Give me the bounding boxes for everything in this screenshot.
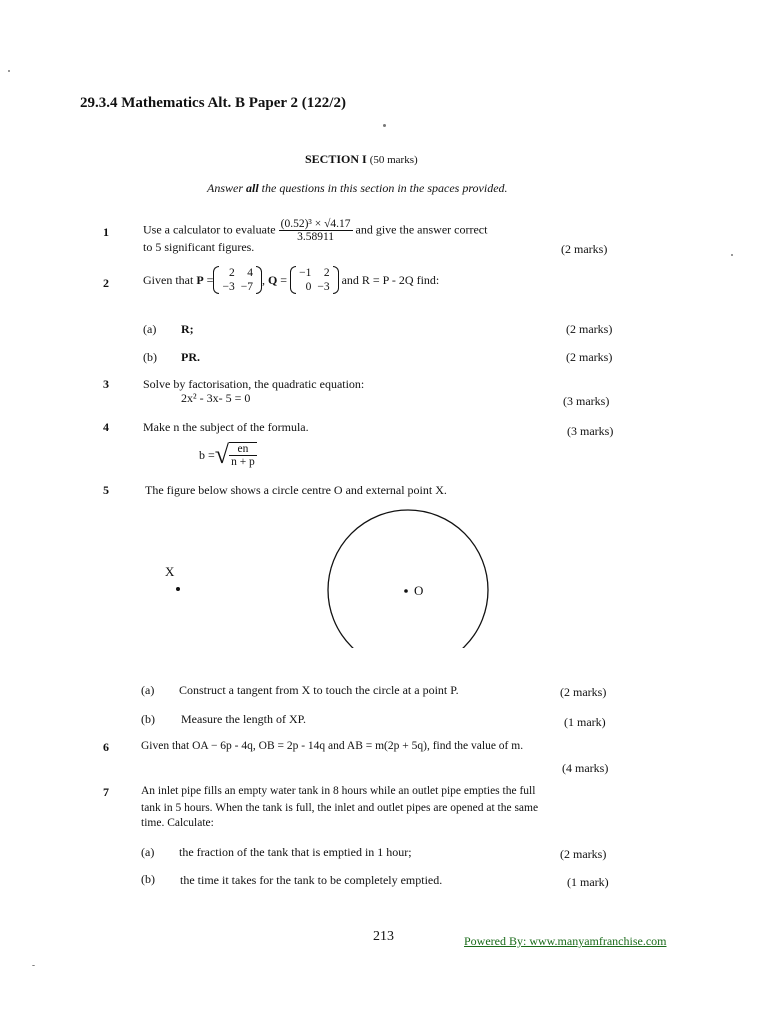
q5a-label: (a) [141, 683, 155, 697]
paper-title: 29.3.4 Mathematics Alt. B Paper 2 (122/2) [80, 95, 346, 111]
q4-text: Make n the subject of the formula. [143, 420, 309, 434]
question-number: 6 [103, 740, 109, 754]
scan-speck [32, 965, 35, 966]
q1-line2: to 5 significant figures. [143, 240, 255, 254]
question-number: 2 [103, 276, 109, 290]
q4-denominator: n + p [231, 456, 255, 468]
q1-numerator: (0.52)³ × √4.17 [280, 218, 351, 230]
q4-sqrt [215, 442, 257, 468]
matrix-row [296, 280, 333, 294]
q2a-marks: (2 marks) [566, 322, 613, 336]
matrix-p [213, 266, 262, 294]
matrix-cell: 4 [247, 267, 253, 279]
q3-equation: 2x² - 3x- 5 = 0 [181, 391, 251, 405]
powered-by-link[interactable]: Powered By: www.manyamfranchise.com [464, 934, 667, 948]
q7-line2: tank in 5 hours. When the tank is full, the inlet and outlet pipes are opened at the same [141, 802, 539, 814]
q7b-text: the time it takes for the tank to be completely emptied. [180, 873, 443, 887]
q5a-marks: (2 marks) [560, 685, 607, 699]
matrix-cell: 0 [305, 281, 312, 293]
matrix-cell: 2 [228, 267, 235, 279]
q2-given-label: Given that [143, 272, 194, 287]
point-x-label: X [165, 564, 175, 579]
section-marks: (50 marks) [369, 154, 418, 166]
q1-text-before: Use a calculator to evaluate [143, 222, 276, 237]
q2b-label: (b) [143, 350, 157, 364]
scan-speck [731, 254, 733, 256]
q7-line1: An inlet pipe fills an empty water tank in 8 hours while an outlet pipe empties the full [141, 785, 536, 797]
q3-text: Solve by factorisation, the quadratic equation: [143, 377, 365, 391]
page-number: 213 [373, 929, 394, 944]
q4-marks: (3 marks) [567, 424, 614, 438]
q2-r-text: and R = P - 2Q find: [341, 272, 440, 287]
question-number: 3 [103, 377, 109, 391]
q7a-label: (a) [141, 845, 155, 859]
q4-numerator: en [229, 443, 257, 456]
section-instruction [207, 181, 508, 196]
scan-speck [8, 70, 10, 72]
instruction-bold: all [246, 181, 259, 195]
q5-text: The figure below shows a circle centre O and external point X. [145, 483, 447, 497]
question-number: 4 [103, 420, 109, 434]
q5b-text: Measure the length of XP. [181, 712, 306, 726]
q7a-marks: (2 marks) [560, 847, 607, 861]
matrix-row [219, 280, 256, 294]
matrix-row [219, 266, 256, 280]
section-heading [305, 152, 418, 167]
q2b-marks: (2 marks) [566, 350, 613, 364]
q4-lhs: b = [199, 447, 215, 462]
q1-fraction [279, 218, 353, 243]
matrix-q [290, 266, 339, 294]
q5b-label: (b) [141, 712, 155, 726]
q2-given: Given that P = 2 4 −3 −7 , Q = −1 2 0 −3 and R = P - 2Q find: [143, 267, 440, 293]
q7a-text: the fraction of the tank that is emptied in 1 hour; [179, 845, 412, 859]
matrix-cell: −3 [317, 281, 330, 293]
matrix-cell: 2 [323, 267, 330, 279]
matrix-cell: −7 [240, 281, 253, 293]
instruction-pre: Answer [207, 181, 246, 195]
q5b-marks: (1 mark) [564, 715, 606, 729]
q7-line3: time. Calculate: [141, 817, 214, 829]
q1-marks: (2 marks) [561, 242, 608, 256]
matrix-cell: −3 [222, 281, 235, 293]
q2a-text: R; [181, 322, 194, 336]
circle-figure [0, 508, 768, 648]
instruction-post: the questions in this section in the spaces provided. [258, 181, 508, 195]
centre-point-o [404, 589, 408, 593]
sqrt-symbol: √ [214, 440, 230, 469]
q4-radicand [229, 442, 257, 468]
section-title: SECTION I [305, 152, 367, 166]
q6-marks: (4 marks) [562, 761, 609, 775]
question-number: 1 [103, 225, 109, 239]
q4-formula [199, 442, 257, 468]
q6-text: Given that OA − 6p - 4q, OB = 2p - 14q and AB = m(2p + 5q), find the value of m. [141, 740, 524, 752]
q1-text-after: and give the answer correct [355, 222, 488, 237]
question-number: 5 [103, 483, 109, 497]
q5a-text: Construct a tangent from X to touch the circle at a point P. [179, 683, 459, 697]
external-point-x [176, 587, 180, 591]
q2b-text: PR. [181, 350, 200, 364]
q2-p-label: P [196, 272, 204, 287]
q2-q-label: Q [267, 272, 278, 287]
circle [328, 510, 488, 648]
q7b-marks: (1 mark) [567, 875, 609, 889]
q2a-label: (a) [143, 322, 157, 336]
q3-marks: (3 marks) [563, 394, 610, 408]
point-o-label: O [414, 583, 424, 598]
matrix-row [296, 266, 333, 280]
scan-speck [383, 124, 386, 127]
question-number: 7 [103, 785, 109, 799]
q7b-label: (b) [141, 872, 155, 886]
matrix-cell: −1 [299, 267, 312, 279]
q1-denominator: 3.58911 [297, 231, 335, 243]
